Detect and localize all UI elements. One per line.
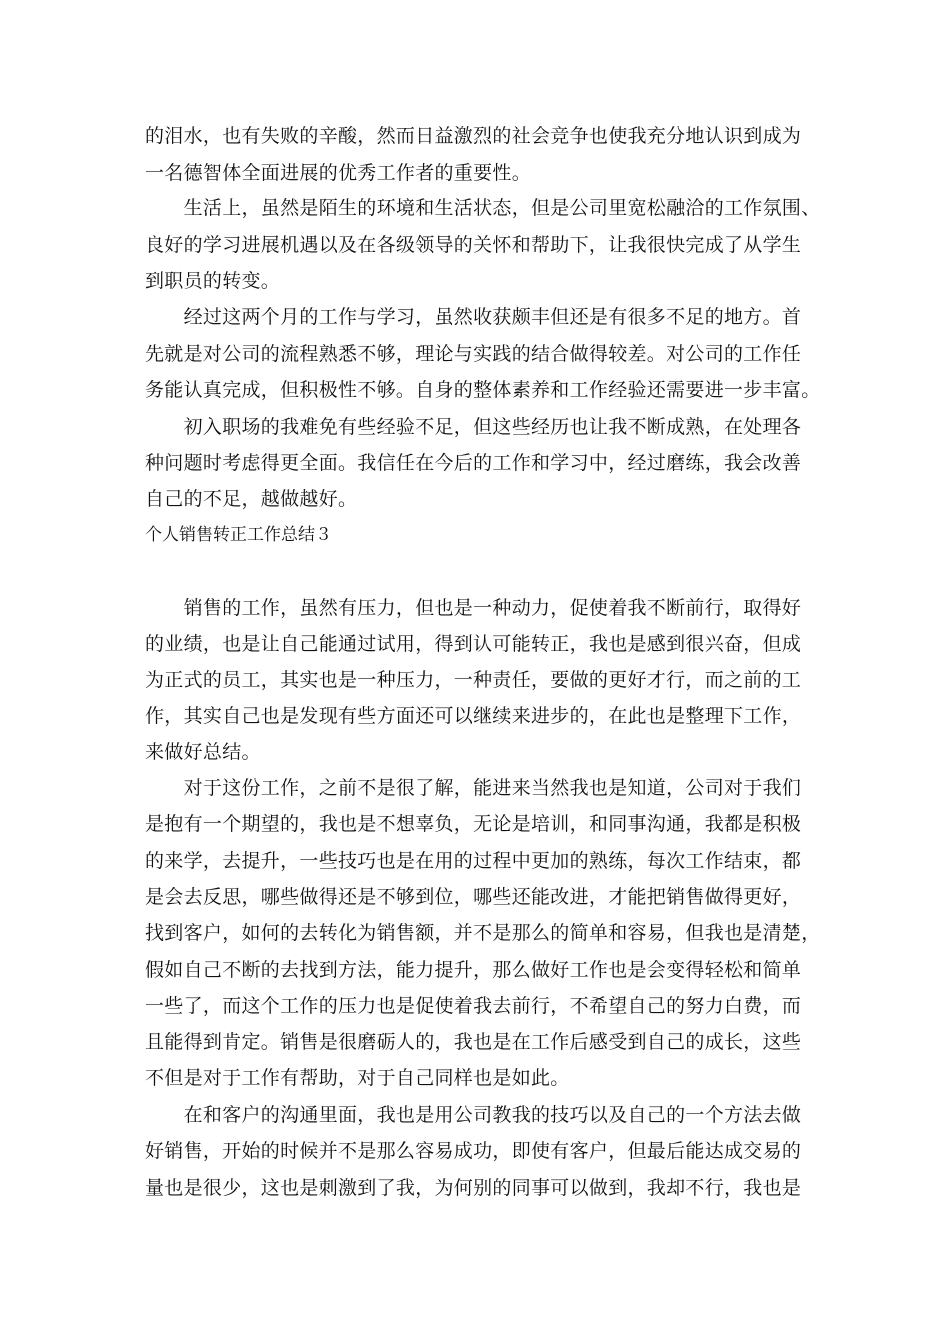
text-line: 好销售，开始的时候并不是那么容易成功，即使有客户，但最后能达成交易的 [145, 1140, 802, 1162]
text-line: 来做好总结。 [145, 741, 261, 763]
text-line: 的来学，去提升，一些技巧也是在用的过程中更加的熟练，每次工作结束，都 [145, 850, 802, 872]
text-line: 生活上，虽然是陌生的环境和生活状态，但是公司里宽松融洽的工作氛围、 [145, 197, 821, 219]
text-line: 到职员的转变。 [145, 270, 281, 292]
text-line: 找到客户，如何的去转化为销售额，并不是那么的简单和容易，但我也是清楚， [145, 922, 821, 944]
text-line: 的泪水，也有失败的辛酸，然而日益激烈的社会竞争也使我充分地认识到成为 [145, 125, 802, 147]
text-line: 在和客户的沟通里面，我也是用公司教我的技巧以及自己的一个方法去做 [145, 1104, 802, 1126]
text-line: 是会去反思，哪些做得还是不够到位，哪些还能改进，才能把销售做得更好， [145, 886, 802, 908]
section-heading: 个人销售转正工作总结３ [145, 525, 332, 545]
text-line: 先就是对公司的流程熟悉不够，理论与实践的结合做得较差。对公司的工作任 [145, 343, 802, 365]
text-line: 一些了，而这个工作的压力也是促使着我去前行，不希望自己的努力白费，而 [145, 995, 802, 1017]
text-line: 为正式的员工，其实也是一种压力，一种责任，要做的更好才行，而之前的工 [145, 669, 802, 691]
text-line: 一名德智体全面进展的优秀工作者的重要性。 [145, 162, 532, 184]
text-line: 的业绩，也是让自己能通过试用，得到认可能转正，我也是感到很兴奋，但成 [145, 633, 802, 655]
text-line: 务能认真完成，但积极性不够。自身的整体素养和工作经验还需要进一步丰富。 [145, 379, 821, 401]
text-line: 量也是很少，这也是刺激到了我，为何别的同事可以做到，我却不行，我也是 [145, 1177, 802, 1199]
text-line: 种问题时考虑得更全面。我信任在今后的工作和学习中，经过磨练，我会改善 [145, 452, 802, 474]
text-line: 初入职场的我难免有些经验不足，但这些经历也让我不断成熟，在处理各 [145, 416, 802, 438]
text-line: 经过这两个月的工作与学习，虽然收获颇丰但还是有很多不足的地方。首 [145, 306, 802, 328]
text-line: 假如自己不断的去找到方法，能力提升，那么做好工作也是会变得轻松和简单 [145, 959, 802, 981]
text-line: 作，其实自己也是发现有些方面还可以继续来进步的，在此也是整理下工作， [145, 705, 802, 727]
text-line: 且能得到肯定。销售是很磨砺人的，我也是在工作后感受到自己的成长，这些 [145, 1031, 802, 1053]
text-line: 是抱有一个期望的，我也是不想辜负，无论是培训，和同事沟通，我都是积极 [145, 813, 802, 835]
text-line: 不但是对于工作有帮助，对于自己同样也是如此。 [145, 1067, 570, 1089]
text-line: 销售的工作，虽然有压力，但也是一种动力，促使着我不断前行，取得好 [145, 597, 802, 619]
text-line: 良好的学习进展机遇以及在各级领导的关怀和帮助下，让我很快完成了从学生 [145, 234, 802, 256]
text-line: 自己的不足，越做越好。 [145, 488, 358, 510]
text-line: 对于这份工作，之前不是很了解，能进来当然我也是知道，公司对于我们 [145, 777, 802, 799]
